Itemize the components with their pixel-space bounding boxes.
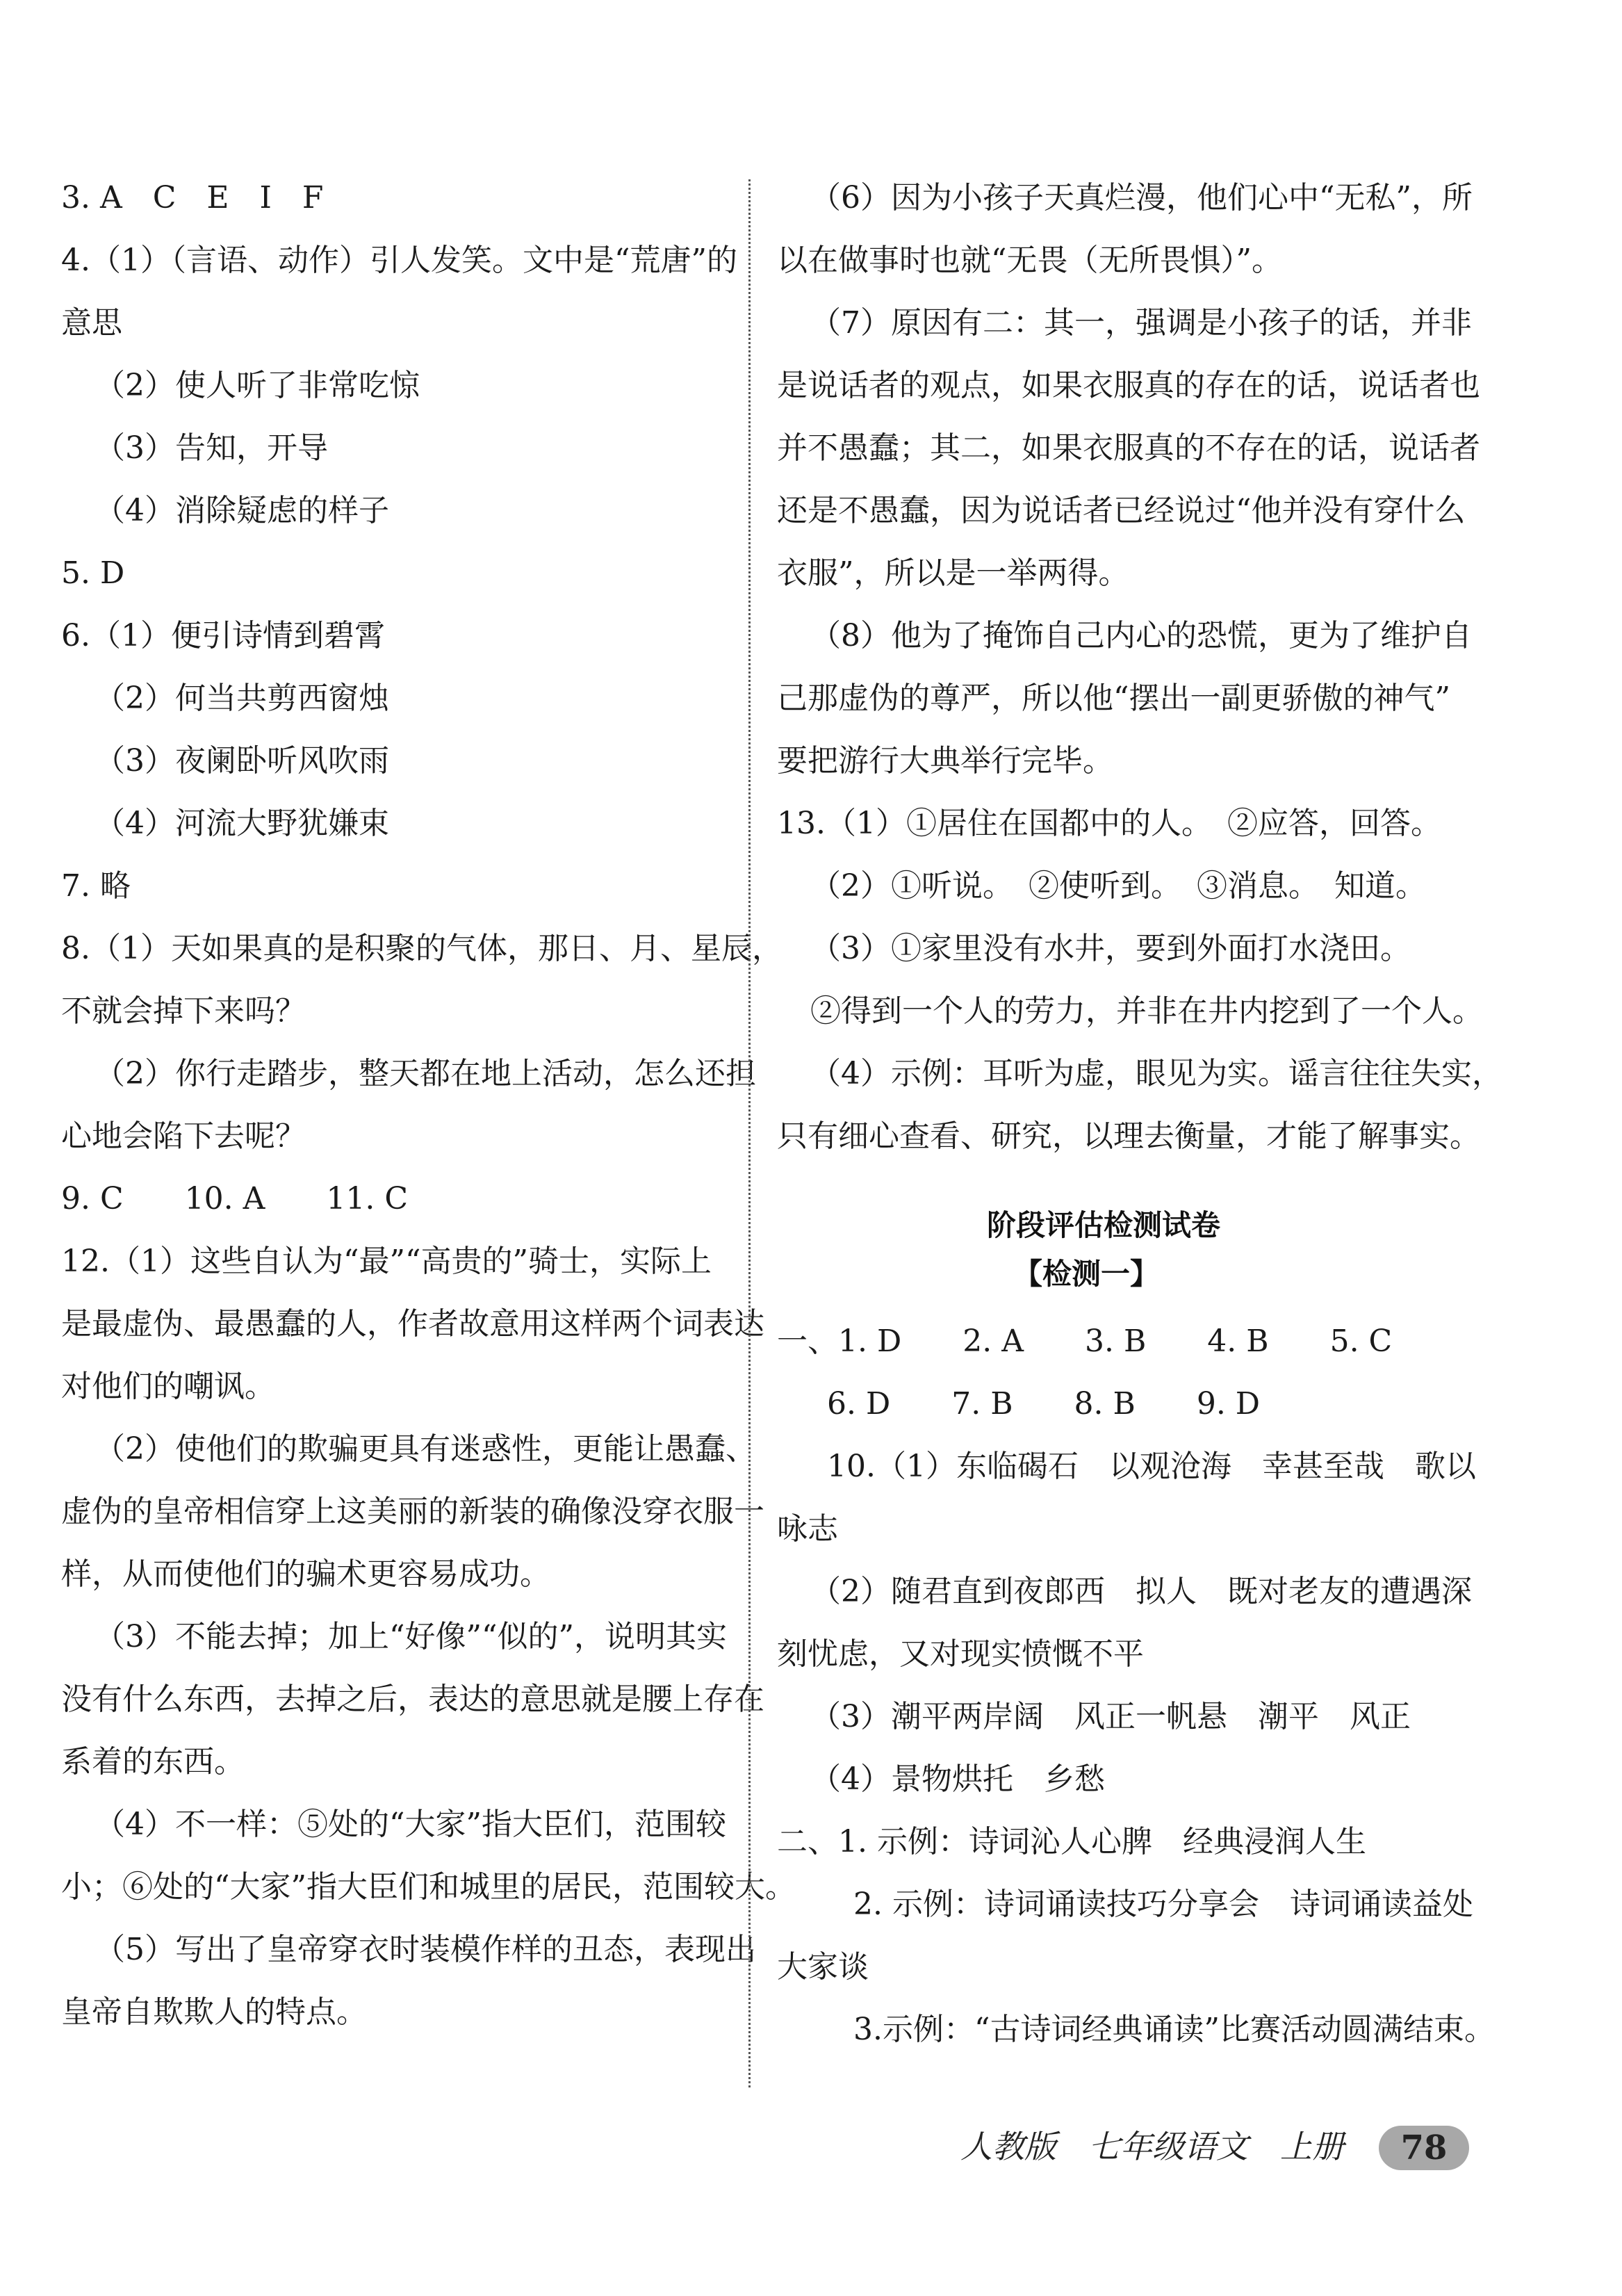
answer-line: （4）示例：耳听为虚，眼见为实。谣言往往失实， — [810, 1056, 1502, 1091]
answer-line: 皇帝自欺欺人的特点。 — [61, 1994, 367, 2030]
answer-line: 还是不愚蠢，因为说话者已经说过“他并没有穿什么 — [777, 493, 1466, 528]
answer-line: 12.（1）这些自认为“最”“高贵的”骑士，实际上 — [61, 1244, 712, 1279]
answer-line: 样，从而使他们的骗术更容易成功。 — [61, 1556, 550, 1592]
section-title: 阶段评估检测试卷 — [987, 1208, 1221, 1242]
answer-line: 9. C 10. A 11. C — [61, 1181, 408, 1216]
answer-line: 心地会陷下去呢？ — [61, 1118, 306, 1154]
answer-line: （3）潮平两岸阔 风正一帆悬 潮平 风正 — [810, 1699, 1411, 1734]
answer-line: 没有什么东西，去掉之后，表达的意思就是腰上存在 — [61, 1682, 764, 1717]
answer-line: 6. D 7. B 8. B 9. D — [827, 1386, 1261, 1422]
answer-line: （3）不能去掉；加上“好像”“似的”，说明其实 — [95, 1619, 727, 1654]
answer-line: 3.示例：“古诗词经典诵读”比赛活动圆满结束。 — [853, 2012, 1495, 2047]
answer-line: （4）不一样：⑤处的“大家”指大臣们，范围较 — [95, 1807, 726, 1842]
answer-line: （2）使人听了非常吃惊 — [95, 368, 420, 403]
answer-line: 10.（1）东临碣石 以观沧海 幸甚至哉 歌以 — [827, 1449, 1476, 1484]
answer-line: 一、1. D 2. A 3. B 4. B 5. C — [777, 1324, 1393, 1359]
answer-line: （5）写出了皇帝穿衣时装模作样的丑态，表现出 — [95, 1932, 756, 1967]
answer-line: 13.（1）①居住在国都中的人。 ②应答，回答。 — [777, 806, 1441, 841]
answer-line: （4）河流大野犹嫌束 — [95, 806, 389, 841]
answer-line: （3）①家里没有水井，要到外面打水浇田。 — [810, 931, 1411, 966]
answer-line: 二、1. 示例：诗词沁人心脾 经典浸润人生 — [777, 1824, 1366, 1859]
answer-line: 2. 示例：诗词诵读技巧分享会 诗词诵读益处 — [853, 1887, 1473, 1922]
column-divider — [748, 179, 751, 2087]
answer-line: （3）告知，开导 — [95, 430, 328, 466]
answer-line: 衣服”，所以是一举两得。 — [777, 555, 1129, 591]
answer-line: 以在做事时也就“无畏（无所畏惧）”。 — [777, 243, 1282, 278]
answer-line: 要把游行大典举行完毕。 — [777, 743, 1113, 779]
answer-line: 是说话者的观点，如果衣服真的存在的话，说话者也 — [777, 368, 1480, 403]
answer-line: 对他们的嘲讽。 — [61, 1369, 275, 1404]
answer-line: 并不愚蠢；其二，如果衣服真的不存在的话，说话者 — [777, 430, 1480, 466]
footer-edition-text: 人教版 七年级语文 上册 — [960, 2128, 1344, 2165]
page-number-badge: 78 — [1379, 2126, 1469, 2170]
answer-line: （2）何当共剪西窗烛 — [95, 681, 389, 716]
answer-line: 小；⑥处的“大家”指大臣们和城里的居民，范围较大。 — [61, 1869, 796, 1905]
answer-line: 虚伪的皇帝相信穿上这美丽的新装的确像没穿衣服一 — [61, 1494, 764, 1529]
answer-line: （3）夜阑卧听风吹雨 — [95, 743, 389, 779]
answer-line: （4）消除疑虑的样子 — [95, 493, 389, 528]
answer-line: （2）①听说。 ②使听到。 ③消息。 知道。 — [810, 868, 1426, 904]
answer-line: （8）他为了掩饰自己内心的恐慌，更为了维护自 — [810, 618, 1472, 653]
answer-line: 己那虚伪的尊严，所以他“摆出一副更骄傲的神气” — [777, 681, 1450, 716]
answer-line: 是最虚伪、最愚蠢的人，作者故意用这样两个词表达 — [61, 1306, 764, 1342]
answer-line: 8.（1）天如果真的是积聚的气体，那日、月、星辰， — [61, 931, 783, 966]
answer-line: 咏志 — [777, 1511, 838, 1547]
answer-line: （6）因为小孩子天真烂漫，他们心中“无私”，所 — [810, 180, 1473, 215]
answer-line: 意思 — [61, 305, 122, 341]
answer-line: 刻忧虑，又对现实愤慨不平 — [777, 1636, 1144, 1672]
answer-line: （2）你行走踏步，整天都在地上活动，怎么还担 — [95, 1056, 756, 1091]
answer-line: （2）使他们的欺骗更具有迷惑性，更能让愚蠢、 — [95, 1431, 756, 1467]
answer-line: 4.（1）（言语、动作）引人发笑。文中是“荒唐”的 — [61, 243, 737, 278]
answer-line: （4）景物烘托 乡愁 — [810, 1761, 1105, 1797]
answer-line: （7）原因有二：其一，强调是小孩子的话，并非 — [810, 305, 1472, 341]
answer-line: 只有细心查看、研究，以理去衡量，才能了解事实。 — [777, 1118, 1480, 1154]
answer-line: 大家谈 — [777, 1949, 869, 1985]
answer-line: ②得到一个人的劳力，并非在井内挖到了一个人。 — [810, 993, 1483, 1029]
section-subtitle: 【检测一】 — [1013, 1257, 1160, 1291]
answer-line: （2）随君直到夜郎西 拟人 既对老友的遭遇深 — [810, 1574, 1472, 1609]
answer-line: 7. 略 — [61, 868, 131, 904]
answer-line: 3. A C E I F — [61, 180, 324, 215]
answer-line: 6.（1）便引诗情到碧霄 — [61, 618, 385, 653]
answer-line: 系着的东西。 — [61, 1744, 245, 1780]
answer-line: 不就会掉下来吗？ — [61, 993, 306, 1029]
answer-line: 5. D — [61, 555, 125, 591]
